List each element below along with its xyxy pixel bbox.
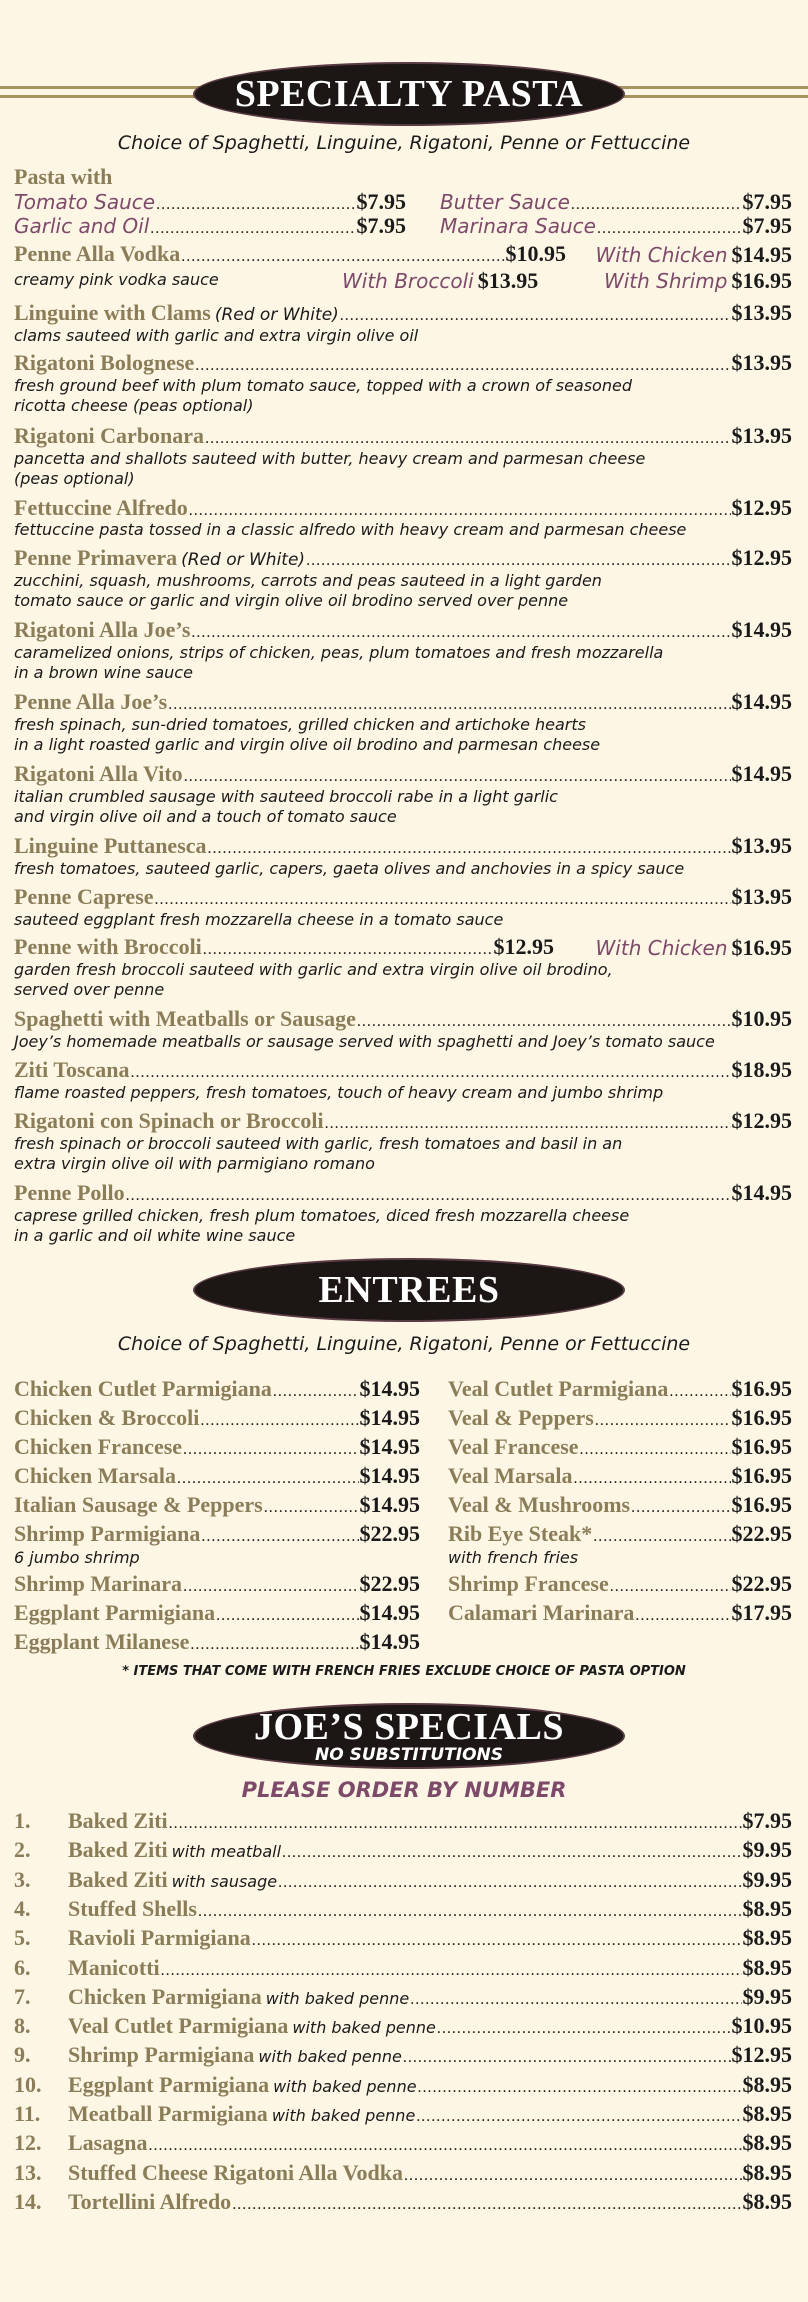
item-description: ricotta cheese (peas optional): [14, 396, 254, 415]
dot-leader: [610, 1578, 731, 1596]
special-number: 7.: [14, 1983, 31, 2009]
entree-item: [14, 1600, 420, 1626]
special-number: 5.: [14, 1925, 31, 1951]
entree-item: [14, 1492, 420, 1518]
menu-item: Garlic and Oil ..... $7.95: [14, 213, 406, 239]
entree-name: Veal Marsala: [448, 1463, 573, 1488]
item-description: garden fresh broccoli sauteed with garlic and extra virgin olive oil brodino,: [14, 960, 613, 979]
item-description: fresh spinach or broccoli sauteed with garlic, fresh tomatoes and basil in an: [14, 1134, 623, 1153]
dot-leader: [161, 1962, 742, 1980]
special-name: Stuffed Shells: [68, 1895, 197, 1921]
special-name: Ravioli Parmigiana: [68, 1925, 251, 1951]
item-description: Joey’s homemade meatballs or sausage served with spaghetti and Joey’s tomato sauce: [14, 1032, 715, 1051]
entree-item: [448, 1492, 792, 1518]
menu-item: Penne Caprese ..... $13.95: [14, 884, 792, 910]
entree-price: $16.95: [731, 1492, 792, 1517]
entree-price: $14.95: [359, 1629, 420, 1654]
dot-leader: [252, 1932, 742, 1950]
entree-item: [448, 1376, 792, 1402]
menu-item: Rigatoni Alla Vito ..... $14.95: [14, 761, 792, 787]
dot-leader: [635, 1607, 730, 1625]
special-number: 12.: [14, 2130, 42, 2156]
entrees-choice-note: Choice of Spaghetti, Linguine, Rigatoni, Penne or Fettuccine: [117, 1333, 691, 1355]
item-description: pancetta and shallots sauteed with butter, heavy cream and parmesan cheese: [14, 449, 646, 468]
entree-price: $22.95: [731, 1571, 792, 1596]
special-item: [14, 2189, 792, 2215]
item-description: clams sauteed with garlic and extra virgin olive oil: [14, 326, 419, 345]
dot-leader: [595, 1412, 731, 1430]
special-item: [14, 1955, 792, 1981]
special-name: Veal Cutlet Parmigiana: [68, 2013, 289, 2039]
item-description: in a brown wine sauce: [14, 663, 193, 682]
entree-name: Chicken & Broccoli: [14, 1405, 200, 1430]
item-description: and virgin olive oil and a touch of tomato sauce: [14, 807, 397, 826]
entree-item: [14, 1434, 420, 1460]
dot-leader: [183, 1441, 358, 1459]
french-fries-note: * ITEMS THAT COME WITH FRENCH FRIES EXCLUDE CHOICE OF PASTA OPTION: [122, 1664, 686, 1679]
menu-item: Spaghetti with Meatballs or Sausage ..... $10.95: [14, 1006, 792, 1032]
item-description: fettuccine pasta tossed in a classic alfredo with heavy cream and parmesan cheese: [14, 520, 687, 539]
special-name: Tortellini Alfredo: [68, 2188, 232, 2214]
special-price: $8.95: [742, 1954, 792, 1980]
special-item: [14, 1867, 792, 1893]
special-name: Lasagna: [68, 2130, 148, 2156]
dot-leader: [201, 1528, 358, 1546]
item-description: fresh spinach, sun-dried tomatoes, grilled chicken and artichoke hearts: [14, 715, 586, 734]
special-price: $10.95: [731, 2013, 792, 2039]
special-price: $8.95: [742, 1895, 792, 1921]
dot-leader: [404, 2167, 742, 2185]
entree-name: Shrimp Francese: [448, 1571, 609, 1596]
special-item: [14, 1925, 792, 1951]
menu-item: Rigatoni con Spinach or Broccoli ..... $12.95: [14, 1108, 792, 1134]
dot-leader: [410, 1991, 741, 2009]
entree-price: $16.95: [731, 1463, 792, 1488]
menu-item-penne-vodka: Penne Alla Vodka ..... $10.95: [14, 241, 566, 267]
special-name: Baked Ziti: [68, 1808, 168, 1833]
entree-name: Shrimp Parmigiana: [14, 1521, 201, 1546]
entree-item: [14, 1405, 420, 1431]
entree-price: $16.95: [731, 1434, 792, 1459]
vodka-broccoli-option: With Broccoli $13.95: [342, 268, 539, 293]
entree-price: $22.95: [359, 1571, 420, 1596]
dot-leader: [593, 1528, 730, 1546]
item-description: extra virgin olive oil with parmigiano romano: [14, 1154, 375, 1173]
entree-name: Chicken Francese: [14, 1434, 183, 1459]
special-item: [14, 2160, 792, 2186]
vodka-shrimp-option: With Shrimp $16.95: [603, 268, 792, 293]
special-extra: with baked penne: [265, 1988, 410, 2008]
special-price: $12.95: [731, 2042, 792, 2068]
menu-item: Rigatoni Carbonara ..... $13.95: [14, 423, 792, 449]
special-extra: with baked penne: [273, 2076, 417, 2096]
item-description: sauteed eggplant fresh mozzarella cheese in a tomato sauce: [14, 910, 504, 929]
special-number: 8.: [14, 2013, 31, 2039]
menu-item: Marinara Sauce ..... $7.95: [440, 213, 792, 239]
dot-leader: [177, 1470, 359, 1488]
dot-leader: [573, 1470, 730, 1488]
entree-price: $14.95: [359, 1434, 420, 1459]
section-title: SPECIALTY PASTA: [234, 73, 584, 115]
menu-item-penne-broccoli: Penne with Broccoli ..... $12.95: [14, 934, 554, 960]
menu-item: Linguine with Clams (Red or White) ..... $13.95: [14, 300, 792, 326]
vodka-chicken-option: With Chicken $14.95: [595, 242, 792, 267]
item-description: caramelized onions, strips of chicken, peas, plum tomatoes and fresh mozzarella: [14, 643, 664, 662]
pasta-with-heading: Pasta with: [14, 164, 113, 189]
special-price: $8.95: [742, 2071, 792, 2097]
entree-name: Veal Cutlet Parmigiana: [448, 1376, 669, 1401]
entree-price: $16.95: [731, 1405, 792, 1430]
special-price: $8.95: [742, 2188, 792, 2214]
entree-name: Chicken Marsala: [14, 1463, 176, 1488]
entree-price: $14.95: [359, 1600, 420, 1625]
entree-name: Veal & Mushrooms: [448, 1492, 631, 1517]
special-name: Stuffed Cheese Rigatoni Alla Vodka: [68, 2159, 403, 2185]
please-order-note: PLEASE ORDER BY NUMBER: [241, 1778, 567, 1802]
special-number: 9.: [14, 2042, 31, 2068]
entree-name: Eggplant Milanese: [14, 1629, 190, 1654]
entree-name: Veal & Peppers: [448, 1405, 594, 1430]
special-extra: with sausage: [171, 1871, 278, 1891]
dot-leader: [169, 1815, 742, 1833]
entree-name: Rib Eye Steak*: [448, 1521, 593, 1546]
item-description: served over penne: [14, 980, 165, 999]
special-number: 6.: [14, 1954, 31, 1980]
dot-leader: [190, 1636, 358, 1654]
entree-item: [448, 1463, 792, 1489]
special-item: [14, 2101, 792, 2127]
entree-subnote: 6 jumbo shrimp: [14, 1548, 140, 1567]
entree-price: $14.95: [359, 1463, 420, 1488]
vodka-description: creamy pink vodka sauce: [14, 270, 219, 289]
entree-price: $14.95: [359, 1376, 420, 1401]
dot-leader: [403, 2049, 731, 2067]
dot-leader: [418, 2079, 742, 2097]
dot-leader: [282, 1844, 741, 1862]
pasta-choice-note: Choice of Spaghetti, Linguine, Rigatoni, Penne or Fettuccine: [117, 132, 691, 154]
entree-item: [448, 1405, 792, 1431]
dot-leader: [669, 1383, 730, 1401]
entree-name: Italian Sausage & Peppers: [14, 1492, 263, 1517]
dot-leader: [232, 2196, 741, 2214]
entree-item: [14, 1571, 420, 1597]
entree-price: $17.95: [731, 1600, 792, 1625]
entree-name: Shrimp Marinara: [14, 1571, 183, 1596]
entree-price: $22.95: [359, 1521, 420, 1546]
section-subtitle: NO SUBSTITUTIONS: [314, 1745, 503, 1765]
entree-item: [448, 1434, 792, 1460]
menu-item: Penne Primavera (Red or White) ..... $12.95: [14, 545, 792, 571]
special-price: $9.95: [742, 1983, 792, 2009]
special-number: 3.: [14, 1866, 31, 1892]
item-description: flame roasted peppers, fresh tomatoes, touch of heavy cream and jumbo shrimp: [14, 1083, 664, 1102]
dot-leader: [278, 1874, 741, 1892]
entree-item: [448, 1600, 792, 1626]
special-item: [14, 1896, 792, 1922]
special-price: $9.95: [742, 1837, 792, 1863]
special-name: Manicotti: [68, 1954, 160, 1980]
special-item: [14, 1984, 792, 2010]
item-description: in a light roasted garlic and virgin olive oil brodino and parmesan cheese: [14, 735, 601, 754]
special-item: [14, 2130, 792, 2156]
entree-name: Eggplant Parmigiana: [14, 1600, 216, 1625]
special-number: 14.: [14, 2188, 42, 2214]
entree-price: $22.95: [731, 1521, 792, 1546]
special-item: [14, 2013, 792, 2039]
special-extra: with meatball: [171, 1842, 282, 1862]
dot-leader: [148, 2137, 741, 2155]
item-description: zucchini, squash, mushrooms, carrots and peas sauteed in a light garden: [14, 571, 602, 590]
dot-leader: [198, 1903, 742, 1921]
special-item: [14, 2072, 792, 2098]
special-item: [14, 1808, 792, 1834]
entree-price: $14.95: [359, 1405, 420, 1430]
dot-leader: [580, 1441, 731, 1459]
entrees-banner: [193, 1258, 625, 1322]
special-price: $8.95: [742, 2130, 792, 2156]
special-name: Chicken Parmigiana: [68, 1983, 262, 2009]
special-number: 4.: [14, 1895, 31, 1921]
dot-leader: [200, 1412, 358, 1430]
entree-item: [14, 1376, 420, 1402]
menu-item: Linguine Puttanesca ..... $13.95: [14, 833, 792, 859]
special-name: Eggplant Parmigiana: [68, 2071, 270, 2097]
menu-item: Ziti Toscana ..... $18.95: [14, 1057, 792, 1083]
item-description: tomato sauce or garlic and virgin olive oil brodino served over penne: [14, 591, 569, 610]
special-name: Shrimp Parmigiana: [68, 2042, 255, 2068]
item-description: fresh tomatoes, sauteed garlic, capers, gaeta olives and anchovies in a spicy sauce: [14, 859, 685, 878]
item-description: in a garlic and oil white wine sauce: [14, 1226, 296, 1245]
item-description: fresh ground beef with plum tomato sauce, topped with a crown of seasoned: [14, 376, 632, 395]
item-description: (peas optional): [14, 469, 135, 488]
special-name: Baked Ziti: [68, 1837, 168, 1863]
item-description: caprese grilled chicken, fresh plum tomatoes, diced fresh mozzarella cheese: [14, 1206, 630, 1225]
menu-item: Rigatoni Alla Joe’s ..... $14.95: [14, 617, 792, 643]
special-number: 1.: [14, 1808, 31, 1833]
special-number: 11.: [14, 2101, 41, 2126]
section-title: ENTREES: [318, 1269, 500, 1311]
entree-item: [14, 1629, 420, 1655]
dot-leader: [273, 1383, 359, 1401]
menu-item: Fettuccine Alfredo ..... $12.95: [14, 495, 792, 521]
menu-item: Rigatoni Bolognese ..... $13.95: [14, 350, 792, 376]
menu-item: Penne Pollo ..... $14.95: [14, 1180, 792, 1206]
item-description: italian crumbled sausage with sauteed broccoli rabe in a light garlic: [14, 787, 558, 806]
entree-name: Chicken Cutlet Parmigiana: [14, 1376, 272, 1401]
broccoli-chicken-option: With Chicken $16.95: [595, 935, 792, 960]
dot-leader: [216, 1607, 358, 1625]
section-title: JOE’S SPECIALS: [253, 1706, 565, 1748]
dot-leader: [416, 2108, 741, 2126]
special-extra: with baked penne: [292, 2018, 436, 2038]
special-price: $8.95: [742, 1925, 792, 1951]
special-extra: with baked penne: [271, 2106, 416, 2125]
entree-subnote: with french fries: [448, 1548, 579, 1567]
special-number: 10.: [14, 2071, 42, 2097]
dot-leader: [437, 2020, 731, 2038]
special-price: $8.95: [742, 2159, 792, 2185]
entree-item: [14, 1521, 420, 1547]
menu-item: Butter Sauce ..... $7.95: [440, 189, 792, 215]
special-price: $7.95: [742, 1808, 792, 1833]
special-name: Meatball Parmigiana: [68, 2101, 268, 2126]
dot-leader: [631, 1499, 730, 1517]
special-item: [14, 1837, 792, 1863]
entree-item: [448, 1521, 792, 1547]
dot-leader: [264, 1499, 359, 1517]
dot-leader: [183, 1578, 358, 1596]
special-price: $9.95: [742, 1866, 792, 1892]
entree-item: [14, 1463, 420, 1489]
special-extra: with baked penne: [258, 2047, 402, 2067]
entree-price: $14.95: [359, 1492, 420, 1517]
specialty-pasta-banner: [193, 62, 625, 126]
entree-name: Veal Francese: [448, 1434, 579, 1459]
special-name: Baked Ziti: [68, 1866, 168, 1892]
menu-item: Penne Alla Joe’s ..... $14.95: [14, 689, 792, 715]
special-price: $8.95: [742, 2101, 792, 2126]
entree-price: $16.95: [731, 1376, 792, 1401]
special-number: 2.: [14, 1837, 31, 1863]
menu-item: Tomato Sauce ..... $7.95: [14, 189, 406, 215]
special-item: [14, 2042, 792, 2068]
entree-item: [448, 1571, 792, 1597]
entree-name: Calamari Marinara: [448, 1600, 635, 1625]
special-number: 13.: [14, 2159, 42, 2185]
joes-specials-banner: [193, 1703, 625, 1769]
